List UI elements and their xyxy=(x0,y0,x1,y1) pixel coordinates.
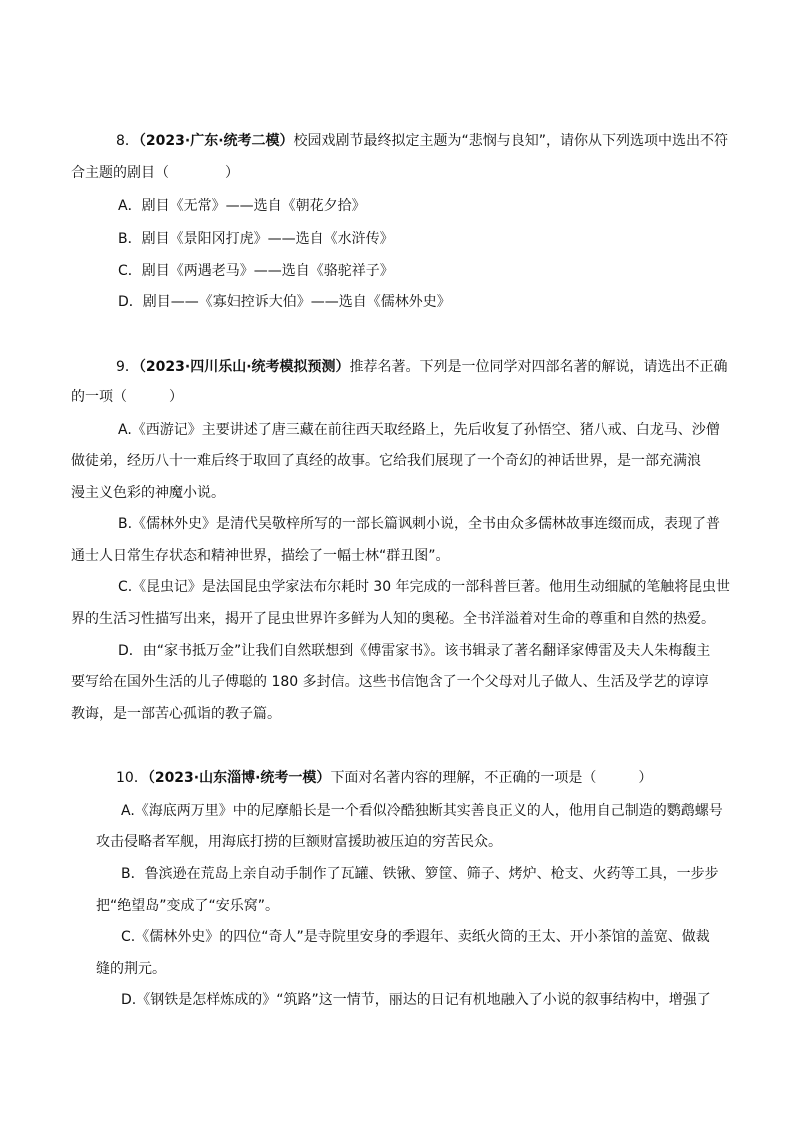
q9-option-a-line1: A.《西游记》主要讲述了唐三藏在前往西天取经路上，先后收复了孙悟空、猪八戒、白龙马、沙僧 xyxy=(118,422,720,438)
q8-stem-line2: 合主题的剧目（ ） xyxy=(71,165,239,181)
q9-option-c-line2: 界的生活习性描写出来，揭开了昆虫世界许多鲜为人知的奥秘。全书洋溢着对生命的尊重和自然的热爱。 xyxy=(71,611,715,627)
q9-option-d-line1: D．由“家书抵万金”让我们自然联想到《傅雷家书》。该书辑录了著名翻译家傅雷及夫人朱梅馥主 xyxy=(118,643,711,659)
q10-option-b-line1: B．鲁滨逊在荒岛上亲自动手制作了瓦罐、铁锹、箩筐、筛子、烤炉、枪支、火药等工具，一步步 xyxy=(121,866,719,882)
q9-stem-line2: 的一项（ ） xyxy=(71,389,183,405)
q9-option-a-line2: 做徒弟，经历八十一难后终于取回了真经的故事。它给我们展现了一个奇幻的神话世界，是一部充满浪 xyxy=(71,453,701,469)
q8-stem-line1 xyxy=(116,131,728,151)
q10-option-c-line1: C.《儒林外史》的四位“奇人”是寺院里安身的季遐年、卖纸火筒的王太、开小茶馆的盖宽、做裁 xyxy=(121,929,710,945)
q8-source: （2023·广东·统考二模） xyxy=(138,133,294,149)
q10-option-a-line2: 攻击侵略者军舰，用海底打捞的巨额财富援助被压迫的穷苦民众。 xyxy=(96,834,502,850)
q9-option-b-line1: B.《儒林外史》是清代吴敬梓所写的一部长篇讽刺小说，全书由众多儒林故事连缀而成，表现了普 xyxy=(118,516,721,532)
q10-stem-line1 xyxy=(116,768,652,788)
q9-option-a-line3: 漫主义色彩的神魔小说。 xyxy=(71,485,225,501)
q9-option-d-line3: 教诲，是一部苦心孤诣的教子篇。 xyxy=(71,706,281,722)
q9-option-b-line2: 通士人日常生存状态和精神世界，描绘了一幅士林“群丑图”。 xyxy=(71,548,450,564)
q8-option-a: A．剧目《无常》——选自《朝花夕拾》 xyxy=(118,198,366,214)
q9-number: 9． xyxy=(116,359,139,375)
q9-source: （2023·四川乐山·统考模拟预测） xyxy=(138,359,350,375)
q10-option-d-line1: D.《钢铁是怎样炼成的》“筑路”这一情节，丽达的日记有机地融入了小说的叙事结构中，增强了 xyxy=(121,992,711,1008)
q8-option-b: B．剧目《景阳冈打虎》——选自《水浒传》 xyxy=(118,231,394,247)
q10-option-c-line2: 缝的荆元。 xyxy=(96,961,166,977)
q9-option-c-line1: C.《昆虫记》是法国昆虫学家法布尔耗时 30 年完成的一部科普巨著。他用生动细腻的笔触将昆虫世 xyxy=(118,579,730,595)
q10-option-a-line1: A.《海底两万里》中的尼摩船长是一个看似冷酷独断其实善良正义的人，他用自己制造的鹦鹉螺号 xyxy=(121,803,723,819)
q10-number: 10． xyxy=(116,770,148,786)
q8-stem-text: 校园戏剧节最终拟定主题为“悲悯与良知”，请你从下列选项中选出不符 xyxy=(293,133,729,149)
q9-stem-line1 xyxy=(116,357,728,377)
q9-option-d-line2: 要写给在国外生活的儿子傅聪的 180 多封信。这些书信饱含了一个父母对儿子做人、生活及学艺的谆谆 xyxy=(71,674,709,690)
q8-option-c: C．剧目《两遇老马》——选自《骆驼祥子》 xyxy=(118,263,394,279)
q8-option-d: D．剧目——《寡妇控诉大伯》——选自《儒林外史》 xyxy=(118,294,451,310)
q8-number: 8． xyxy=(116,133,139,149)
q10-option-b-line2: 把“绝望岛”变成了“安乐窝”。 xyxy=(96,898,280,914)
q10-source: （2023·山东淄博·统考一模） xyxy=(147,770,331,786)
q10-stem-text: 下面对名著内容的理解，不正确的一项是（ ） xyxy=(330,770,653,786)
q9-stem-text: 推荐名著。下列是一位同学对四部名著的解说，请选出不正确 xyxy=(349,359,728,375)
